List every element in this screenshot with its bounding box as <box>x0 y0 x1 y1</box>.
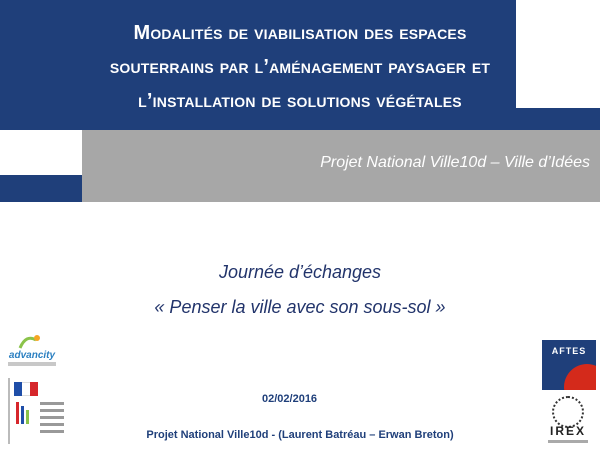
irex-tagline <box>548 440 588 443</box>
advancity-tagline <box>8 362 56 366</box>
aftes-circle-icon <box>564 364 596 390</box>
subtitle-band-accent <box>0 175 82 202</box>
ministry-logo <box>8 378 66 444</box>
presentation-date: 02/02/2016 <box>262 393 318 405</box>
ministry-text-block <box>40 402 64 437</box>
presentation-credits: Projet National Ville10d - (Laurent Batréau – Erwan Breton) <box>146 429 454 441</box>
french-flag-icon <box>14 382 38 396</box>
slide-subtitle: Projet National Ville10d – Ville d’Idées <box>320 154 590 171</box>
slide-title-line-3: l’installation de solutions végétales <box>138 90 462 112</box>
event-theme: « Penser la ville avec son sous-sol » <box>154 297 446 317</box>
irex-logo-text: IREX <box>549 424 586 438</box>
aftes-logo <box>542 340 596 390</box>
event-title: Journée d’échanges <box>218 262 382 282</box>
marianne-icon <box>14 402 34 426</box>
aftes-logo-text: AFTES <box>551 346 587 356</box>
irex-logo <box>540 396 596 448</box>
advancity-swoosh-icon <box>6 332 58 352</box>
advancity-logo-text: advancity <box>8 350 56 361</box>
slide-title-line-1: Modalités de viabilisation des espaces <box>133 22 467 44</box>
slide-title-line-2: souterrains par l’aménagement paysager et <box>109 56 491 78</box>
advancity-logo <box>6 332 58 374</box>
